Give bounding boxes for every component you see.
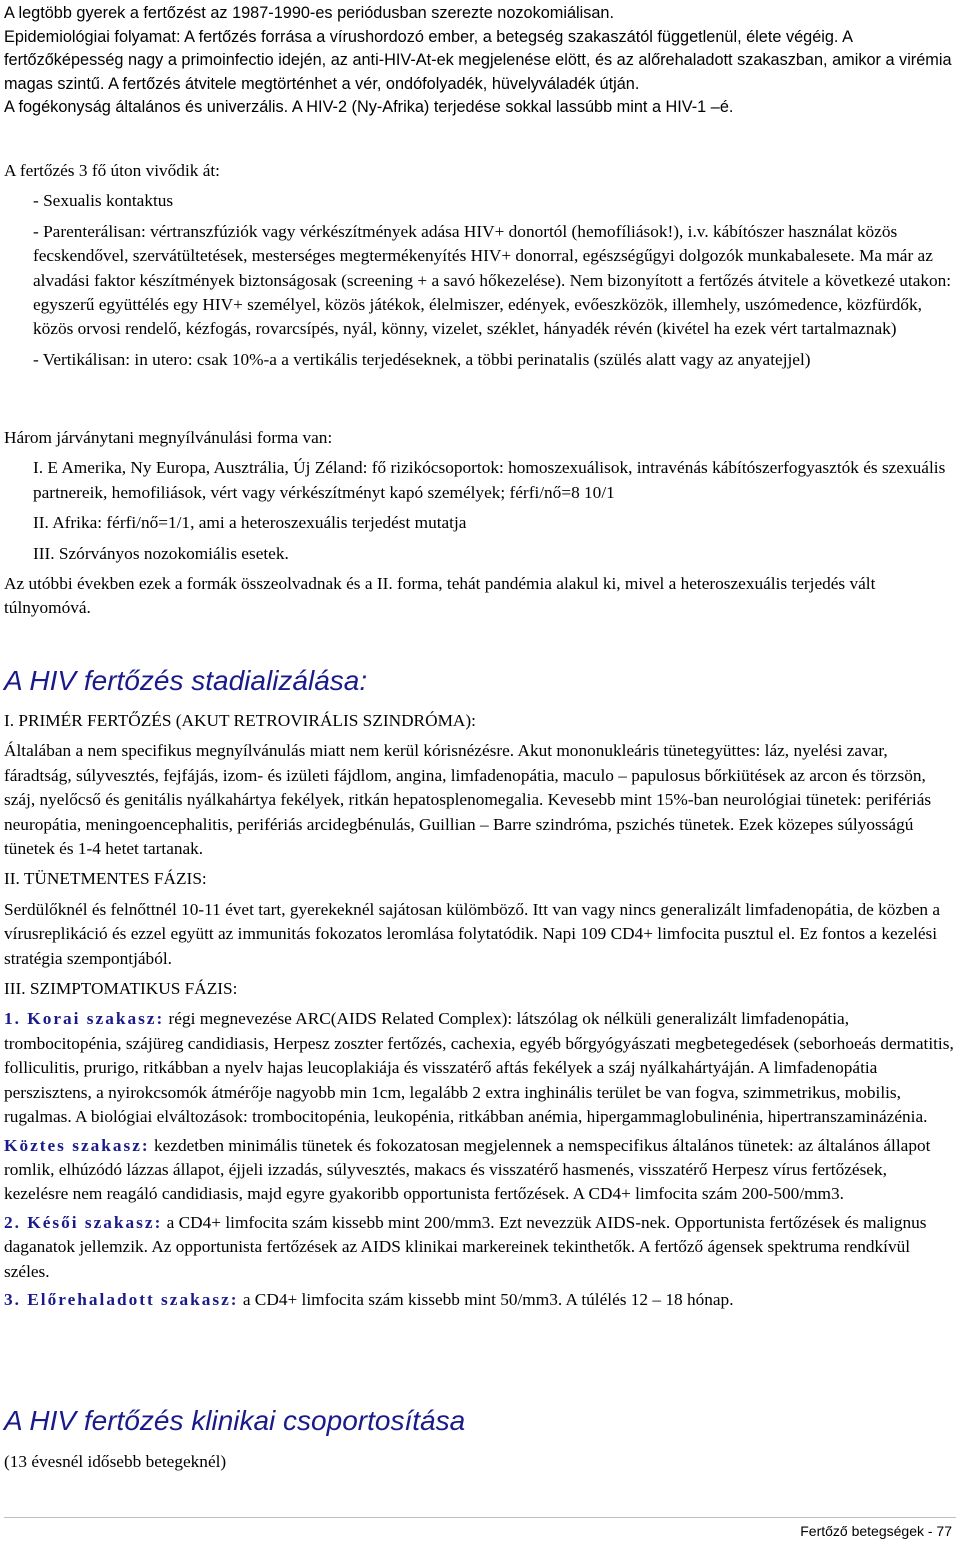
transmission-section bbox=[4, 159, 954, 378]
phase-2-title: II. TÜNETMENTES FÁZIS: bbox=[4, 869, 207, 889]
paragraph-epidemiological-process: Epidemiológiai folyamat: A fertőzés forrása a vírushordozó ember, a betegség szakaszától függetlenül, élete végéig. A fertőzőképesség nagy a primoinfectio idején, az anti-HIV-At-ek megjelenése elött, és az alőrehaladott szakaszban, amikor a virémia magas szintű. A fertőzés átvitele megtörténhet a vér, ondófolyadék, hüvelyváladék útján. bbox=[4, 27, 952, 93]
early-stage-label: 1. Korai szakasz: bbox=[4, 1009, 165, 1029]
classification-subtitle: (13 évesnél idősebb betegeknél) bbox=[4, 1452, 227, 1471]
middle-stage-label: Köztes szakasz: bbox=[4, 1135, 150, 1155]
transmission-intro: A fertőzés 3 fő úton vivődik át: bbox=[4, 161, 220, 180]
phase-1-text: Általában a nem specifikus megnyílvánulás miatt nem kerül kórisnézésre. Akut mononukleáris tünetegyüttes: láz, nyelési zavar, fáradtság, súlyvesztés, fejfájás, izom- és izületi fájdlom, angina, limfadenopátia, maculo – papulosus bőrkiütések az arcon és törzsön, száj, nyelőcső és genitális nyálkahártya fekélyek, ritkán hepatosplenomegalia. Kevesebb mint 15%-ban neurológiai tünetek: perifériás neuropátia, meningoencephalitis, perifériás arcidegbénulás, Guillian – Barre szindróma, pszichés tünetek. Ezek közepes súlyosságú tünetek és 1-4 hetet tartanak. bbox=[4, 741, 932, 859]
phase-3-title: III. SZIMPTOMATIKUS FÁZIS: bbox=[4, 979, 238, 999]
epidemiology-intro: Három járványtani megnyílvánulási forma van: bbox=[4, 428, 333, 447]
phase-1-title: I. PRIMÉR FERTŐZÉS (AKUT RETROVIRÁLIS SZINDRÓMA): bbox=[4, 711, 476, 730]
epidemiology-section bbox=[4, 426, 954, 621]
transmission-sexual: - Sexualis kontaktus bbox=[33, 191, 174, 211]
paragraph-nozocomial: A legtöbb gyerek a fertőzést az 1987-1990-es periódusban szerezte nozokomiálisan. bbox=[4, 4, 615, 22]
staging-heading: A HIV fertőzés stadializálása: bbox=[4, 665, 368, 696]
page-footer: Fertőző betegségek - 77 bbox=[800, 1523, 952, 1539]
classification-subtitle-block bbox=[4, 1450, 954, 1474]
late-stage-text: a CD4+ limfocita szám kissebb mint 200/mm3. Ezt nevezzük AIDS-nek. Opportunista fertőzések és malignus daganatok jellemzik. Az opportunista fertőzések az AIDS klinikai markereinek tekinthetők. A fertőző ágensek spektruma rendkívül széles. bbox=[4, 1212, 927, 1281]
staging-section bbox=[4, 709, 954, 1312]
paragraph-susceptibility: A fogékonyság általános és univerzális. A HIV-2 (Ny-Afrika) terjedése sokkal lassúbb mint a HIV-1 –é. bbox=[4, 98, 734, 117]
phase-2-text: Serdülőknél és felnőttnél 10-11 évet tart, gyerekeknél sajátosan külömböző. Itt van vagy nincs generalizált limfadenopátia, de közben a vírusreplikáció és ezzel együtt az immunitás fokozatos leromlása folytatódik. Napi 109 CD4+ limfocita pusztul el. Ez fontos a kezelési stratégia szempontjából. bbox=[4, 899, 941, 968]
advanced-stage-text: a CD4+ limfocita szám kissebb mint 50/mm3. A túlélés 12 – 18 hónap. bbox=[238, 1289, 734, 1309]
advanced-stage-label: 3. Előrehaladott szakasz: bbox=[4, 1289, 239, 1309]
epidemiology-form-1: I. E Amerika, Ny Europa, Ausztrália, Új Zéland: fő rizikócsoportok: homoszexuálisok, intravénás kábítószerfogyasztók és szexuális partnereik, hemofiliások, vért vagy vérkészítményt kapó személyek; férfi/nő=8 10/1 bbox=[33, 458, 946, 502]
late-stage-paragraph bbox=[4, 1211, 954, 1284]
classification-heading-block bbox=[4, 1404, 954, 1438]
early-stage-paragraph bbox=[4, 1007, 954, 1129]
middle-stage-paragraph bbox=[4, 1134, 954, 1207]
late-stage-label: 2. Késői szakasz: bbox=[4, 1212, 163, 1232]
intro-section bbox=[4, 2, 954, 120]
transmission-vertical: - Vertikálisan: in utero: csak 10%-a a vertikális terjedéseknek, a többi perinatalis (szülés alatt vagy az anyatejjel) bbox=[33, 349, 811, 369]
epidemiology-form-3: III. Szórványos nozokomiális esetek. bbox=[33, 543, 289, 563]
staging-heading-block bbox=[4, 664, 954, 698]
epidemiology-form-2: II. Afrika: férfi/nő=1/1, ami a heteroszexuális terjedést mutatja bbox=[33, 513, 467, 533]
early-stage-text: régi megnevezése ARC(AIDS Related Complex): látszólag ok nélküli generalizált limfadenopátia, trombocitopénia, szájüreg candidiasis, Herpesz zoszter fertőzés, cachexia, egyéb bőrgyógyászati megbetegedések (seborhoeás dermatitis, folliculitis, prurigo, ritkábban a nyelv hajas leucoplakiája és visszatérő aftás fekélyek a száj nyálkahártyáján. A limfadenopátia perszisztens, a nyirokcsomók átmérője nagyobb min 1cm, legalább 2 extra inghinális terület be van fogva, szimmetrikus, mobilis, rugalmas. A biológiai elváltozások: trombocitopénia, leukopénia, ritkábban anémia, hipergammaglobulinénia, hipertranszaminázénia. bbox=[4, 1009, 954, 1127]
classification-heading: A HIV fertőzés klinikai csoportosítása bbox=[4, 1405, 466, 1436]
transmission-parenteral: - Parenterálisan: vértranszfúziók vagy vérkészítmények adása HIV+ donortól (hemofíliások!), i.v. kábítószer használat közös fecskendővel, szervátültetések, mesterséges megtermékenyítés HIV+ donorral, egészségűgyi dolgozók munkabalesete. Ma már az alvadási faktor készítmények biztonságosak (screening + a savó hőkezelése). Nem bizonyított a fertőzés átvitele a következé utakon: egyszerű együttélés egy HIV+ személyel, közös játékok, élelmiszer, edények, evőeszközök, illemhely, uszómedence, közfürdők, közös orvosi rendelő, kézfogás, rovarcsípés, nyál, könny, vizelet, széklet, hányadék révén (kivétel ha ezek vért tartalmaznak) bbox=[33, 221, 952, 339]
middle-stage-text: kezdetben minimális tünetek és fokozatosan megjelennek a nemspecifikus általános tünetek: az általános állapot romlik, elhúzódó lázzas állapot, éjjeli izzadás, súlyvesztés, makacs és visszatérő hasmenés, visszatérő Herpesz vírus fertőzések, kezelésre nem reagáló candidiasis, majd egyre gyakoribb opportunista fertőzések. A CD4+ limfocita szám 200-500/mm3. bbox=[4, 1135, 931, 1204]
epidemiology-summary: Az utóbbi években ezek a formák összeolvadnak és a II. forma, tehát pandémia alakul ki, mivel a heteroszexuális terjedés vált túlnyomóvá. bbox=[4, 574, 876, 618]
footer-divider bbox=[4, 1517, 956, 1518]
advanced-stage-paragraph bbox=[4, 1288, 954, 1312]
